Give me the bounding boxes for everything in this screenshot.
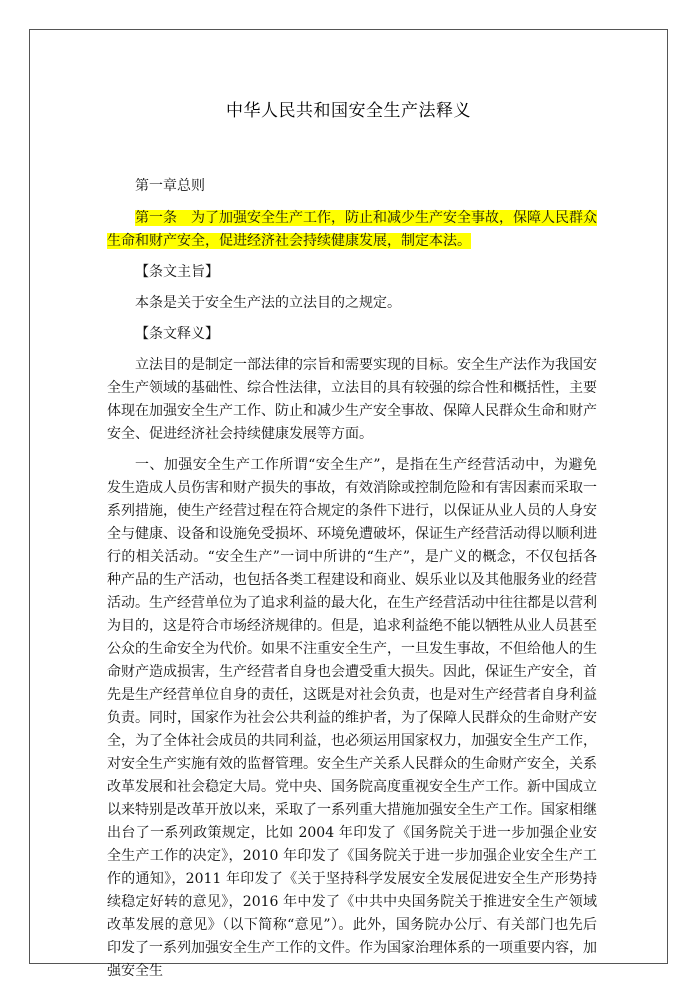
- document-title: 中华人民共和国安全生产法释义: [226, 101, 471, 121]
- document-page: [29, 29, 668, 979]
- explanation-paragraph-1: 立法目的是制定一部法律的宗旨和需要实现的目标。安全生产法作为我国安全生产领域的基础性、综合性法律，立法目的具有较强的综合性和概括性，主要体现在加强安全生产工作、防止和减少生产安全事故、保障人民群众生命和财产安全、促进经济社会持续健康发展等方面。: [107, 357, 597, 442]
- explanation-paragraph-2: 一、加强安全生产工作所谓“安全生产”，是指在生产经营活动中，为避免发生造成人员伤害和财产损失的事故，有效消除或控制危险和有害因素而采取一系列措施，使生产经营过程在符合规定的条件下进行，以保证从业人员的人身安全与健康、设备和设施免受损坏、环境免遭破坏，保证生产经营活动得以顺利进行的相关活动。“安全生产”一词中所讲的“生产”，是广义的概念，不仅包括各种产品的生产活动，也包括各类工程建设和商业、娱乐业以及其他服务业的经营活动。生产经营单位为了追求利益的最大化，在生产经营活动中往往都是以营利为目的，这是符合市场经济规律的。但是，追求利益绝不能以牺牲从业人员甚至公众的生命安全为代价。如果不注重安全生产，一旦发生事故，不但给他人的生命财产造成损害，生产经营者自身也会遭受重大损失。因此，保证生产安全，首先是生产经营单位自身的责任，这既是对社会负责，也是对生产经营者自身利益负责。同时，国家作为社会公共利益的维护者，为了保障人民群众的生命财产安全，为了全体社会成员的共同利益，也必须运用国家权力，加强安全生产工作，对安全生产实施有效的监督管理。安全生产关系人民群众的生命财产安全，关系改革发展和社会稳定大局。党中央、国务院高度重视安全生产工作。新中国成立以来特别是改革开放以来，采取了一系列重大措施加强安全生产工作。国家相继出台了一系列政策规定，比如 2004 年印发了《国务院关于进一步加强企业安全生产工作的决定》，2010 年印发了《国务院关于进一步加强企业安全生产工作的通知》，2011 年印发了《关于坚持科学发展安全发展促进安全生产形势持续稳定好转的意见》，2016 年中发了《中共中央国务院关于推进安全生产领域改革发展的意见》（以下简称“意见”）。此外，国务院办公厅、有关部门也先后印发了一系列加强安全生产工作的文件。作为国家治理体系的一项重要内容，加强安全生: [107, 457, 597, 979]
- purpose-text: 本条是关于安全生产法的立法目的之规定。: [135, 295, 401, 311]
- purpose-heading: 【条文主旨】: [135, 264, 219, 280]
- article-1: [107, 207, 597, 253]
- article-1-highlight: 第一条 为了加强安全生产工作，防止和减少生产安全事故，保障人民群众生命和财产安全，促进经济社会持续健康发展，制定本法。: [107, 210, 597, 249]
- explanation-heading: 【条文释义】: [135, 326, 219, 342]
- chapter-heading: 第一章总则: [135, 178, 205, 194]
- document-body: [107, 175, 597, 983]
